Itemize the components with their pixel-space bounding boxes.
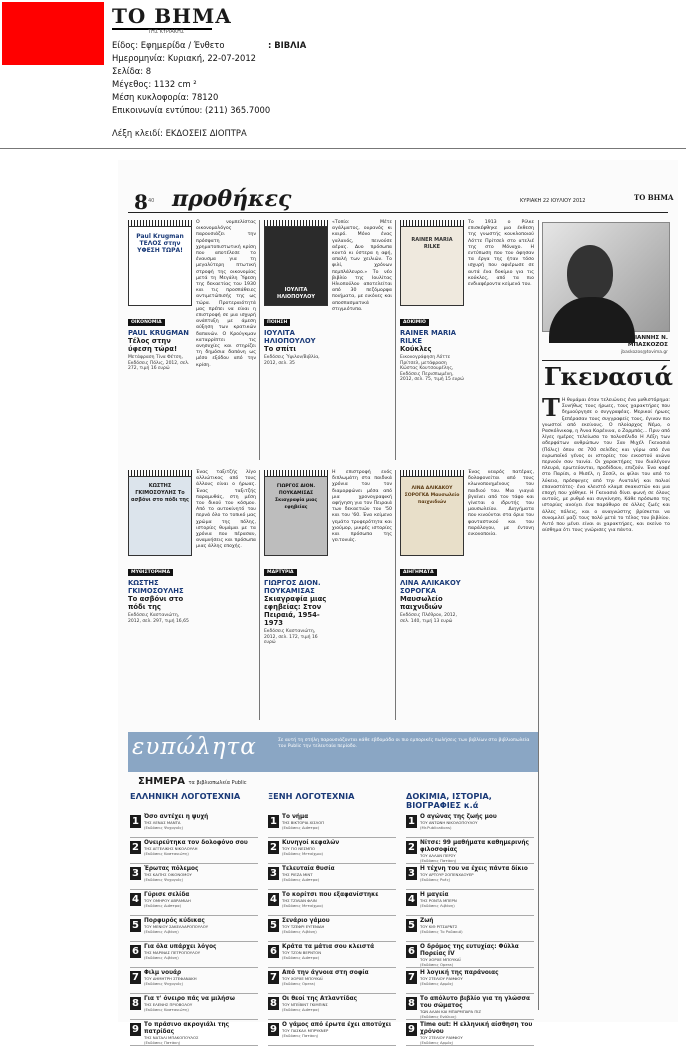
rank-badge: 1 [268, 815, 279, 828]
book-author: ΤΩΝ ΑΛΑΝ ΚΑΙ ΜΠΑΡΜΠΑΡΑ ΠΙΖ [420, 1009, 481, 1014]
cover-text: RAINER MARIA RILKE [411, 237, 453, 250]
rank-badge: 5 [268, 919, 279, 932]
review-author: ΛΙΝΑ ΑΛΙΚΑΚΟΥ ΣΟΡΟΓΚΑ [400, 579, 461, 595]
page-number-sub: 40 [148, 198, 155, 204]
book-publisher: (Εκδόσεις Διόπτρα) [282, 954, 320, 960]
rank-badge: 6 [406, 945, 417, 958]
meta-size: Μέγεθος: 1132 cm ² [112, 79, 197, 89]
page-date: ΚΥΡΙΑΚΗ 22 ΙΟΥΛΙΟΥ 2012 [520, 198, 586, 204]
review-body: «Τοπίο: Μέτε αγάλματος, ουρανός κι καιρό. Μόνο ένας γαλανός, πεινούσε αέρας. Δυο πρόσωπα κοντά κι ύστερα η αφή, απαλή των χειλιών. Το φιλί, χρόνων πεμπλάλευρο.» Το νέο βιβλίο της Ιουλίτας Ηλιοπούλου αποτελείται από 30 πεζόμορφα ποιήματα, με εικόνες και αποσπασματικά στιγμιότυπα. [332, 220, 392, 312]
list-item [406, 890, 534, 916]
book-author: ΤΟΥ ΝΤΕΪΒΙΝΤ ΓΚΙΜΠΙΝΣ [282, 1002, 328, 1007]
column-rule [395, 220, 396, 460]
book-title: Τελευταία θυσία [282, 866, 335, 872]
rank-badge: 1 [130, 815, 141, 828]
meta-page: Σελίδα: 8 [112, 66, 152, 76]
book-publisher: (Εκδόσεις Πατάκη) [144, 1039, 181, 1045]
book-author: ΤΟΥ ΑΡΤΟΥΡ ΣΟΠΕΝΧΑΟΥΕΡ [420, 872, 474, 877]
rank-badge: 2 [130, 841, 141, 854]
review-author: ΚΩΣΤΗΣ ΓΚΙΜΟΣΟΥΛΗΣ [128, 579, 184, 595]
list-item [406, 838, 534, 864]
redacted-logo-box [2, 2, 104, 65]
rank-badge: 4 [406, 893, 417, 906]
book-title: Το απόλυτο βιβλίο για τη γλώσσα του σώματος [420, 996, 530, 1009]
list-item [268, 890, 396, 916]
book-author: ΤΗΣ ΡΙΕΖΑ ΜΙΝΤ [282, 872, 313, 877]
book-author: ΤΟΥ ΣΤΕΛΙΟΥ ΡΑΜΦΟΥ [420, 976, 463, 981]
columnist-photo [542, 222, 670, 332]
book-publisher: (Εκδόσεις Opera) [282, 980, 316, 986]
book-title: Ζωή [420, 918, 434, 924]
book-publisher: (Εκδόσεις Λιβάνη) [144, 928, 179, 934]
book-author: ΤΟΥ ΤΖΟΝ ΒΕΡΝΤΟΝ [282, 950, 322, 955]
column-rule [259, 470, 260, 720]
book-author: ΤΟΥ ΑΝΤΩΝΗ ΝΙΚΟΛΟΠΟΥΛΟΥ [420, 820, 478, 825]
page-number: 8 [134, 190, 148, 214]
book-title: Ο δρόμος της ευτυχίας: Φύλλα Πορείας IV [420, 944, 519, 957]
rank-badge: 1 [406, 815, 417, 828]
book-title: Το νήμα [282, 814, 309, 820]
review-title: Το σπίτι [264, 345, 296, 353]
book-publisher: (Εκδόσεις Καστανιώτη) [144, 850, 189, 856]
book-author: ΤΟΥ ΔΗΜΗΤΡΗ ΣΤΕΦΑΝΑΚΗ [144, 976, 197, 981]
book-author: ΤΟΥ ΧΟΡΧΕ ΜΠΟΥΚΑΪ [282, 976, 323, 981]
list-item [406, 994, 534, 1020]
column-title: Γκενασιά [544, 362, 673, 391]
book-publisher: (Εκδόσεις Διόπτρα) [282, 824, 320, 830]
rank-badge: 2 [268, 841, 279, 854]
book-title: Έρωτας πόλεμος [144, 866, 199, 872]
book-author: ΤΟΥ ΟΜΗΡΟΥ ΑΒΡΑΜΙΔΗ [144, 898, 191, 903]
review-cover-column-5 [264, 470, 328, 646]
rank-badge: 5 [130, 919, 141, 932]
book-publisher: (Εκδόσεις Λιβάνη) [282, 928, 317, 934]
book-publisher: (Εκδόσεις Διόπτρα) [144, 902, 182, 908]
book-title: Από την άγνοια στη σοφία [282, 970, 369, 976]
column-rule [259, 220, 260, 460]
rank-badge: 9 [268, 1023, 279, 1036]
list-item [406, 1020, 534, 1046]
book-publisher: (Εκδόσεις Αρμός) [420, 1039, 454, 1045]
list-item [130, 812, 258, 838]
book-title: Όσο αντέχει η ψυχή [144, 814, 209, 820]
page-logo: ΤΟ ΒΗΜΑ [634, 193, 674, 202]
review-bibinfo: Εικονογράφηση Λόττε Πρίτσελ, μετάφραση Κώστας Κουτσουρέλης, Εκδόσεις Περισπωμένη, 2012, σελ. 75, τιμή 15 ευρώ [400, 355, 464, 383]
book-author: ΤΟΥ ΧΟΡΧΕ ΜΠΟΥΚΑΪ [420, 957, 461, 962]
book-author: ΤΟΥ ΣΤΕΛΙΟΥ ΡΑΜΦΟΥ [420, 1035, 463, 1040]
cover-text: ΛΙΝΑ ΑΛΙΚΑΚΟΥ ΣΟΡΟΓΚΑ Μαυσωλείο παιχνιδιών [404, 486, 460, 505]
press-clipping-header [0, 0, 686, 148]
review-bibinfo: Εκδόσεις Πλέθρον, 2012, σελ. 140, τιμή 13 ευρώ [400, 613, 457, 624]
columnist-name: ΓΙΑΝΝΗΣ Ν. ΜΠΑΣΚΟΖΟΣ [627, 335, 668, 348]
book-author: ΤΟΥ ΚΙΘ ΡΙΤΣΑΡΝΤΣ [420, 924, 458, 929]
book-title: Το πράσινο ακρογιάλι της πατρίδας [144, 1022, 230, 1035]
book-title: Πορφυρός κύδικας [144, 918, 205, 924]
list-item [268, 864, 396, 890]
book-author: ΤΗΣ ΜΑΡΙΝΑΣ ΠΕΤΡΟΠΟΥΛΟΥ [144, 950, 201, 955]
bestsellers-note: Σε αυτή τη στήλη παρουσιάζονται κάθε εβδομάδα οι πιο εμπορικές πωλήσεις των βιβλίων στα βιβλιοπωλεία του Public την τελευταία περίοδο. [278, 738, 530, 749]
review-author: ΙΟΥΛΙΤΑ ΗΛΙΟΠΟΥΛΟΥ [264, 329, 316, 345]
rank-badge: 8 [406, 997, 417, 1010]
book-author: ΤΟΥ ΠΑΣΚΑΛ ΜΠΡΥΚΝΕΡ [282, 1028, 329, 1033]
book-author: ΤΗΣ ΛΕΝΑΣ ΜΑΝΤΑ [144, 820, 181, 825]
book-author: ΤΟΥ ΜΕΝΙΟΥ ΣΑΚΕΛΛΑΡΟΠΟΥΛΟΥ [144, 924, 209, 929]
newspaper-page [118, 160, 678, 1045]
book-cover [400, 226, 464, 306]
book-publisher: (Εκδόσεις Διόπτρα) [282, 1006, 320, 1012]
rank-badge: 9 [406, 1023, 417, 1036]
review-body: Ο νομπελίστας οικονομολόγος παρουσιάζει την πρόσφατη χρηματοπιστωτική κρίση που αποτέλεσε το έναυσμα για τη μεγαλύτερη πτωτική στροφή της οικονομίας μετά τη Μεγάλη Ύφεση της δεκαετίας του 1930 και τις προσπάθειες αντιμετώπισής της ως τώρα. Προτεραιότητά μας πρέπει να είναι η επιστροφή σε μια ισχυρή ανάπτυξη με άμεση αύξηση των κρατικών δαπανών. Ο Κρούγκμαν καταρρίπτει τις ανησυχίες και στηρίζει τη δημόσια δαπάνη ως μέσο εξόδου από την κρίση. [196, 220, 256, 368]
photo-head [567, 245, 613, 301]
review-section-label: ΔΟΚΙΜΙΟ [400, 319, 429, 326]
review-section-label: ΜΑΡΤΥΡΙΑ [264, 569, 297, 576]
book-cover [128, 476, 192, 556]
list-item [268, 968, 396, 994]
book-cover [128, 226, 192, 306]
review-title: Το ασβόνι στο πόδι της [128, 595, 184, 611]
list-item [268, 942, 396, 968]
review-section-label: ΔΙΗΓΗΜΑΤΑ [400, 569, 437, 576]
book-author: ΤΗΣ ΑΓΓΕΛΙΚΗΣ ΝΙΚΟΛΟΥΛΗ [144, 846, 198, 851]
columnist-email[interactable]: jbaskozos@tovima.gr [621, 350, 668, 355]
book-author: ΤΗΣ ΡΟΝΤΑ ΜΠΕΡΝ [420, 898, 457, 903]
book-title: Γύρισε σελίδα [144, 892, 190, 898]
book-title: Κυνηγοί κεφαλών [282, 840, 340, 846]
list-item [406, 942, 534, 968]
today-label: ΣΗΜΕΡΑ [138, 776, 186, 787]
book-publisher: (Εκδόσεις Ροές) [420, 876, 451, 882]
meta-category: : ΒΙΒΛΙΑ [268, 40, 307, 50]
book-author: ΤΗΣ ΕΛΕΝΗΣ ΠΡΙΟΒΟΛΟΥ [144, 1002, 193, 1007]
list-item [130, 942, 258, 968]
meta-type: Είδος: Εφημερίδα / Ένθετο [112, 40, 225, 50]
book-author: ΤΟΥ ΑΛΛΑΝ ΠΕΡΣΥ [420, 853, 456, 858]
book-title: Κράτα τα μάτια σου κλειστά [282, 944, 375, 950]
bestseller-list-foreign [268, 812, 396, 1046]
rank-badge: 2 [406, 841, 417, 854]
rank-badge: 7 [406, 971, 417, 984]
rank-badge: 3 [130, 867, 141, 880]
book-title: Νίτσε: 99 μαθήματα καθημερινής φιλοσοφίας [420, 840, 529, 853]
list-item [268, 994, 396, 1020]
list-item [406, 864, 534, 890]
book-publisher: (Εκδόσεις Μεταίχμιο) [282, 850, 324, 856]
meta-circulation: Μέση κυκλοφορία: 78120 [112, 92, 219, 102]
list-item [268, 812, 396, 838]
review-title: Σκιαγραφία μιας εφηβείας: Στον Πειραιά, 1954-1973 [264, 595, 327, 627]
bestseller-list-essays [406, 812, 534, 1046]
book-title: Το κορίτσι που εξαφανίστηκε [282, 892, 379, 898]
bestsellers-logo: ευπώλητα [132, 734, 257, 760]
rank-badge: 4 [268, 893, 279, 906]
meta-date: Ημερομηνία: Κυριακή, 22-07-2012 [112, 53, 256, 63]
book-author: ΤΗΣ ΝΑΤΑΛΙ ΜΠΑΚΟΠΟΥΛΟΣ [144, 1035, 199, 1040]
book-publisher: (Εκδόσεις Καστανιώτη) [144, 1006, 189, 1012]
book-title: Time out: Η ελληνική αίσθηση του χρόνου [420, 1022, 533, 1035]
book-cover [264, 476, 328, 556]
review-title: Κούκλες [400, 345, 432, 353]
review-title: Τέλος στην ύφεση τώρα! [128, 337, 178, 353]
book-publisher: (Εκδόσεις Το Ροδακιό) [420, 928, 463, 934]
review-cover-column-2 [264, 220, 328, 366]
book-title: Οι θεοί της Ατλαντίδας [282, 996, 358, 1002]
book-cover [264, 226, 328, 306]
column-body [542, 393, 670, 1018]
rank-badge: 5 [406, 919, 417, 932]
bestsellers-today [138, 776, 246, 787]
list-heading-foreign: ΞΕΝΗ ΛΟΓΟΤΕΧΝΙΑ [268, 791, 355, 801]
cover-text: ΓΙΩΡΓΟΣ ΔΙΟΝ. ΠΟΥΚΑΜΙΣΑΣ Σκιαγραφία μιας εφηβείας [274, 484, 318, 510]
book-title: Για τ' όνειρο πάς να μιλήσω [144, 996, 235, 1002]
list-item [268, 916, 396, 942]
review-bibinfo: Εκδόσεις Καστανιώτη, 2012, σελ. 297, τιμή 16,65 [128, 613, 189, 624]
header-separator [0, 148, 686, 149]
list-item [268, 838, 396, 864]
section-title: προθήκες [172, 186, 292, 212]
column-rule [395, 470, 396, 720]
list-item [406, 812, 534, 838]
rank-badge: 6 [130, 945, 141, 958]
rank-badge: 3 [406, 867, 417, 880]
review-cover-column-4 [128, 470, 192, 624]
dropcap-letter: Τ [542, 393, 560, 422]
book-title: Η μαγεία [420, 892, 449, 898]
book-title: Σενάριο γάμου [282, 918, 330, 924]
book-publisher: (Mr.Publications) [420, 824, 452, 830]
book-publisher: (Εκδόσεις Ψυχογιός) [144, 876, 184, 882]
book-publisher: (Εκδόσεις Μεταίχμιο) [282, 902, 324, 908]
column-title-rule [542, 360, 670, 361]
book-author: ΤΟΥ ΤΖΕΦΡΙ ΕΥΓΕΝΙΔΗ [282, 924, 325, 929]
column-divider [538, 220, 539, 1010]
review-body: Το 1913 ο Ρίλκε επισκέφθηκε μια έκθεση της γνωστής κουκλοποιού Λόττε Πρίτσελ στο ατελιέ της στο Μόναχο. Η εντύπωση που του άφησαν τα έργα της ήταν τόσο ισχυρή που αφιέρωσε σε αυτά ένα δοκίμιο για τις κούκλες, από τα πιο ενδιαφέροντα κείμενά του. [468, 220, 534, 288]
book-publisher: (Εκδόσεις Λιβάνη) [144, 954, 179, 960]
book-author: ΤΗΣ ΤΖΙΛΙΑΝ ΦΛΙΝ [282, 898, 317, 903]
review-cover-column-6 [400, 470, 464, 624]
review-author: ΓΙΩΡΓΟΣ ΔΙΟΝ. ΠΟΥΚΑΜΙΣΑΣ [264, 579, 321, 595]
cover-text: ΚΩΣΤΗΣ ΓΚΙΜΟΣΟΥΛΗΣ Το ασβόνι στο πόδι της [131, 483, 189, 503]
list-item [130, 1020, 258, 1046]
rank-badge: 7 [268, 971, 279, 984]
list-item [130, 864, 258, 890]
list-item [130, 994, 258, 1020]
rank-badge: 8 [268, 997, 279, 1010]
list-heading-essays: ΔΟΚΙΜΙΑ, ΙΣΤΟΡΙΑ, ΒΙΟΓΡΑΦΙΕΣ κ.ά [406, 791, 492, 810]
column-text: Η θυμάμαι όταν τελειώνεις ένα μυθιστόρημα: Συνήθως τους ήρωες, τους χαρακτήρες που δημιούργησε ο συγγραφέας. Μερικοί ήρωες ξεπέρασαν τους συγγραφείς τους, έγιναν πιο γνωστοί από εκείνους. Ο πλοίαρχος Νέμο, ο Ρασκόλνικοφ, η Άννα Καρένινα, ο Ζορμπάς... Πριν από λίγες ημέρες τελείωσα το πολυσέλιδο Η Λέξη των αδερφάτων ανθρώπων του Σαν Μιχέλ Γκενασιά (Πόλις) όπου σε 700 σελίδες και γύρω από ένα ευρωπαϊκό γένος οι ιστορίες του εικοστού αιώνα περνούν σαν ταινία. Οι χαρακτήρες του διαλέγουν πλευρά, ερωτεύονται, προδίδουν, επιζούν. Ένα καφέ στο Παρίσι, ο Μισέλ, η Σεσίλ, οι φίλοι του από το λύκειο, πρόσφυγες από την Ανατολή και παλιοί επαναστάτες· ένα κλειστό κλαμπ σκακιστών και μια εποχή που χάθηκε. Η Γκενασιά δίνει φωνή σε όλους αυτούς, με ρυθμό και συγκίνηση. Κάθε πρόσωπο της ιστορίας ανοίγει ένα παράθυρο σε άλλες ζωές και άλλες πόλεις, και ο αναγνώστης βρίσκεται να συνομιλεί μαζί τους πολύ μετά το τέλος του βιβλίου. Αυτό που μένει είναι οι χαρακτήρες, και εκείνο το αίσθημα ότι τους γνώρισες για πάντα. [542, 398, 670, 534]
cover-text: ΙΟΥΛΙΤΑ ΗΛΙΟΠΟΥΛΟΥ [277, 287, 315, 300]
cover-text: Paul Krugman ΤΕΛΟΣ στην ΥΦΕΣΗ ΤΩΡΑ! [136, 233, 184, 254]
book-publisher: (Εκδόσεις Πατάκη) [420, 857, 457, 863]
book-title: Ονειρεύτηκα τον δολοφόνο σου [144, 840, 248, 846]
review-author: PAUL KRUGMAN [128, 329, 189, 337]
list-heading-greek: ΕΛΛΗΝΙΚΗ ΛΟΓΟΤΕΧΝΙΑ [130, 791, 241, 801]
list-item [130, 890, 258, 916]
book-cover [400, 476, 464, 556]
book-publisher: (Εκδόσεις Αρμός) [420, 980, 454, 986]
book-author: ΤΗΣ ΒΙΚΤΟΡΙΑ ΧΙΣΛΟΠ [282, 820, 325, 825]
book-publisher: (Εκδόσεις Opera) [420, 961, 454, 967]
list-item [130, 838, 258, 864]
meta-keywords: Λέξη κλειδί: ΕΚΔΟΣΕΙΣ ΔΙΟΠΤΡΑ [112, 128, 247, 138]
book-publisher: (Εκδόσεις Ενάλιος) [420, 1013, 457, 1019]
review-bibinfo: Εκδόσεις Ύψιλον/Βιβλία, 2012, σελ. 35 [264, 355, 320, 366]
review-cover-column-3 [400, 220, 464, 383]
list-item [406, 916, 534, 942]
list-item [268, 1020, 396, 1046]
publication-name: ΤΟ ΒΗΜΑ [112, 4, 232, 28]
review-author: RAINER MARIA RILKE [400, 329, 457, 345]
review-section-label: ΠΟΙΗΣΗ [264, 319, 290, 326]
review-bibinfo: Μετάφραση Τίνα Φέτση, Εκδόσεις Πόλις, 2012, σελ. 272, τιμή 16 ευρώ [128, 355, 190, 372]
review-body: Ένας ταξιτζής λίγο αλλιώτικος από τους άλλους είναι ο ήρωας. Ένας ταξιτζής παραμυθάς, στη μέση του δικού του κόσμου. Από το αυτοκίνητό του περνά όλο το τοπικό μας χρώμα της πόλης, ιστορίες θυμάμαι με τα χρόνια που πέρασαν, αναμνήσεις και πρόσωπα μιας άλλης εποχής. [196, 470, 256, 550]
list-item [130, 968, 258, 994]
review-body: Ένας νεαρός πατέρας, δολοφονείται από τους κλωνοποιημένους του παιδιού του. Μια γιαγιά βγαίνει από τον τάφο και γίνεται ο ιδρυτής του μαυσωλείου. Διηγήματα που κινούνται στα όρια του φανταστικού και του παράλογου, με έντονη εικονοποιία. [468, 470, 534, 538]
rank-badge: 4 [130, 893, 141, 906]
review-section-label: ΜΥΘΙΣΤΟΡΗΜΑ [128, 569, 173, 576]
book-author: ΤΟΥ ΓΙΟ ΝΕΣΜΠΟ [282, 846, 316, 851]
book-publisher: (Εκδόσεις Ψυχογιός) [144, 824, 184, 830]
book-title: Φιλμ νουάρ [144, 970, 182, 976]
review-section-label: ΟΙΚΟΝΟΜΙΑ [128, 319, 165, 326]
review-cover-column-1 [128, 220, 192, 372]
rank-badge: 6 [268, 945, 279, 958]
book-publisher: (Εκδόσεις Πατάκη) [282, 1032, 319, 1038]
book-title: Η τέχνη του να έχεις πάντα δίκιο [420, 866, 528, 872]
book-title: Η λογική της παράνοιας [420, 970, 499, 976]
book-title: Ο γάμος από έρωτα έχει αποτύχει [282, 1022, 392, 1028]
book-publisher: (Εκδόσεις Διόπτρα) [282, 876, 320, 882]
rank-badge: 9 [130, 1023, 141, 1036]
book-author: ΤΗΣ ΚΑΙΤΗΣ ΟΙΚΟΝΟΜΟΥ [144, 872, 192, 877]
book-publisher: (Εκδόσεις Ψυχογιός) [144, 980, 184, 986]
rank-badge: 8 [130, 997, 141, 1010]
review-title: Μαυσωλείο παιχνιδιών [400, 595, 443, 611]
book-title: Ο αγώνας της ζωής μου [420, 814, 497, 820]
publication-subtitle: ΤΗΣ ΚΥΡΙΑΚΗΣ [148, 29, 185, 35]
book-publisher: (Εκδόσεις Λιβάνη) [420, 902, 455, 908]
list-item [406, 968, 534, 994]
review-body: Η επιστροφή ενός διπλωμάτη στα παιδικά χρόνια του τον διαμορφώνει μέσα από μια χρονογραφική αφήγηση για τον Πειραιά των δεκαετιών του '50 και του '60. Ένα κείμενο γεμάτο τρυφερότητα και χιούμορ, μικρές ιστορίες και πρόσωπα της γειτονιάς. [332, 470, 392, 544]
book-title: Για όλα υπάρχει λόγος [144, 944, 217, 950]
rank-badge: 3 [268, 867, 279, 880]
header-rule [128, 212, 668, 213]
rank-badge: 7 [130, 971, 141, 984]
review-bibinfo: Εκδόσεις Καστανιώτη, 2012, σελ. 172, τιμή 16 ευρώ [264, 629, 318, 646]
list-item [130, 916, 258, 942]
today-sub: τα βιβλιοπωλεία Public [188, 780, 247, 786]
meta-contact: Επικοινωνία εντύπου: (211) 365.7000 [112, 105, 271, 115]
bestseller-list-greek [130, 812, 258, 1046]
